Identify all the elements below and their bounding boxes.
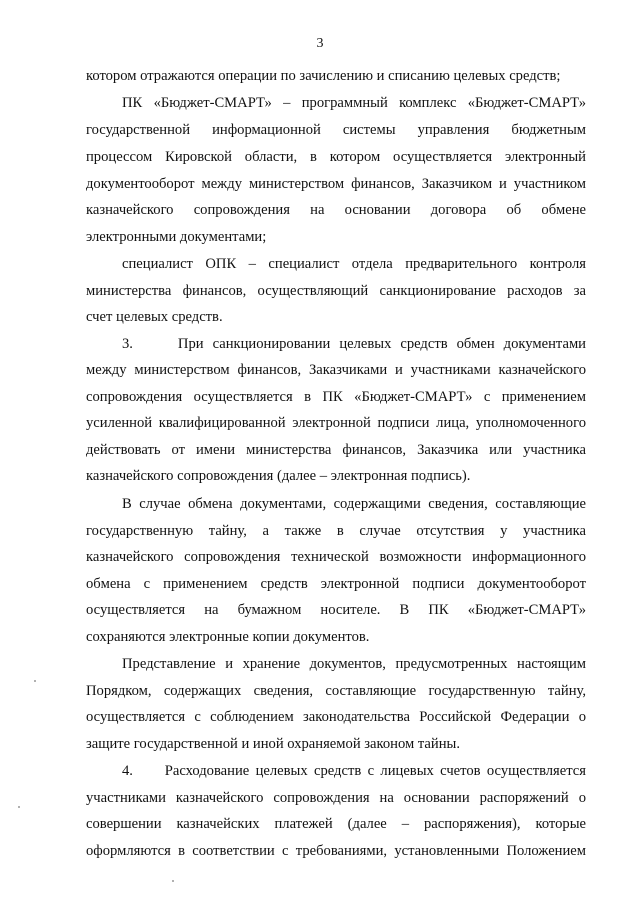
text-line: государственной информационной системы управления бюджетным [86, 122, 586, 138]
text-line: сохраняются электронные копии документов. [86, 629, 370, 645]
text-line: казначейского сопровождения технической возможности информационного [86, 549, 586, 565]
text-line: 4. Расходование целевых средств с лицевых счетов осуществляется [122, 763, 586, 779]
text-line: между министерством финансов, Заказчиками и участниками казначейского [86, 362, 586, 378]
scan-speck [18, 806, 20, 808]
text-line: Представление и хранение документов, предусмотренных настоящим [122, 656, 586, 672]
text-line: казначейского сопровождения на основании договора об обмене [86, 202, 586, 218]
text-line: казначейского сопровождения (далее – электронная подпись). [86, 468, 471, 484]
text-line: 3. При санкционировании целевых средств обмен документами [122, 336, 586, 352]
text-line: оформляются в соответствии с требованиями, установленными Положением [86, 843, 586, 859]
text-line: осуществляется с соблюдением законодательства Российской Федерации о [86, 709, 586, 725]
text-line: совершении казначейских платежей (далее – распоряжения), которые [86, 816, 586, 832]
scan-speck [34, 680, 36, 682]
text-line: специалист ОПК – специалист отдела предварительного контроля [122, 256, 586, 272]
text-line: усиленной квалифицированной электронной подписи лица, уполномоченного [86, 415, 586, 431]
text-line: министерства финансов, осуществляющий санкционирование расходов за [86, 283, 586, 299]
text-line: ПК «Бюджет-СМАРТ» – программный комплекс «Бюджет-СМАРТ» [122, 95, 586, 111]
text-line: осуществляется на бумажном носителе. В ПК «Бюджет-СМАРТ» [86, 602, 586, 618]
text-line: обмена с применением средств электронной подписи документооборот [86, 576, 586, 592]
text-line: участниками казначейского сопровождения на основании распоряжений о [86, 790, 586, 806]
text-line: сопровождения осуществляется в ПК «Бюджет-СМАРТ» с применением [86, 389, 586, 405]
text-line: документооборот между министерством финансов, Заказчиком и участником [86, 176, 586, 192]
text-line: котором отражаются операции по зачислению и списанию целевых средств; [86, 68, 561, 84]
text-line: электронными документами; [86, 229, 267, 245]
text-line: защите государственной и иной охраняемой законом тайны. [86, 736, 460, 752]
text-line: Порядком, содержащих сведения, составляющие государственную тайну, [86, 683, 586, 699]
text-line: государственную тайну, а также в случае отсутствия у участника [86, 523, 586, 539]
text-line: счет целевых средств. [86, 309, 223, 325]
text-line: процессом Кировской области, в котором осуществляется электронный [86, 149, 586, 165]
text-line: действовать от имени министерства финансов, Заказчика или участника [86, 442, 586, 458]
scan-speck [172, 880, 174, 882]
text-line: В случае обмена документами, содержащими сведения, составляющие [122, 496, 586, 512]
page-number: 3 [316, 36, 324, 51]
